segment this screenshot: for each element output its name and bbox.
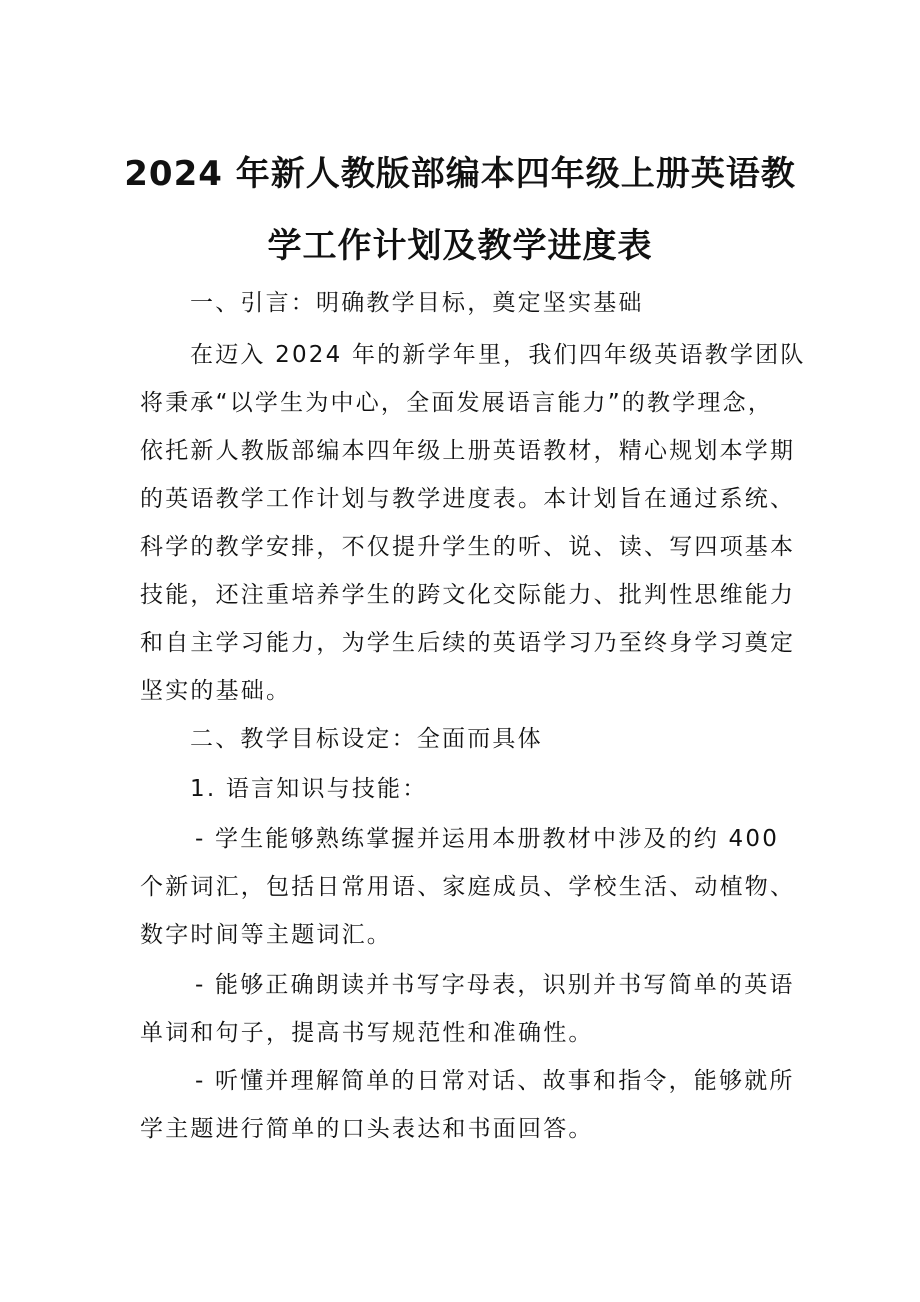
bullet-line: - 能够正确朗读并书写字母表，识别并书写简单的英语 [195,972,795,998]
paragraph-line: 科学的教学安排，不仅提升学生的听、说、读、写四项基本 [140,534,796,560]
subsection-heading: 1. 语言知识与技能： [190,776,428,802]
paragraph-line: 将秉承“以学生为中心，全面发展语言能力”的教学理念， [140,390,774,416]
paragraph-line: 依托新人教版部编本四年级上册英语教材，精心规划本学期 [140,438,796,464]
bullet-line: 数字时间等主题词汇。 [140,922,392,948]
bullet-line: 单词和句子，提高书写规范性和准确性。 [140,1020,594,1046]
section-heading-introduction: 一、引言：明确教学目标，奠定坚实基础 [190,290,644,316]
section-heading-goals: 二、教学目标设定：全面而具体 [190,726,543,752]
document-title-line-1: 2024 年新人教版部编本四年级上册英语教 [124,154,796,194]
bullet-line: - 听懂并理解简单的日常对话、故事和指令，能够就所 [195,1068,795,1094]
bullet-line: 个新词汇，包括日常用语、家庭成员、学校生活、动植物、 [140,874,796,900]
paragraph-line: 在迈入 2024 年的新学年里，我们四年级英语教学团队 [190,342,806,368]
bullet-line: 学主题进行简单的口头表达和书面回答。 [140,1116,594,1142]
paragraph-line: 的英语教学工作计划与教学进度表。本计划旨在通过系统、 [140,486,796,512]
paragraph-line: 坚实的基础。 [140,678,292,704]
bullet-line: - 学生能够熟练掌握并运用本册教材中涉及的约 400 [195,826,780,852]
paragraph-line: 技能，还注重培养学生的跨文化交际能力、批判性思维能力 [140,582,796,608]
document-title-line-2: 学工作计划及教学进度表 [267,226,653,266]
paragraph-line: 和自主学习能力，为学生后续的英语学习乃至终身学习奠定 [140,630,796,656]
